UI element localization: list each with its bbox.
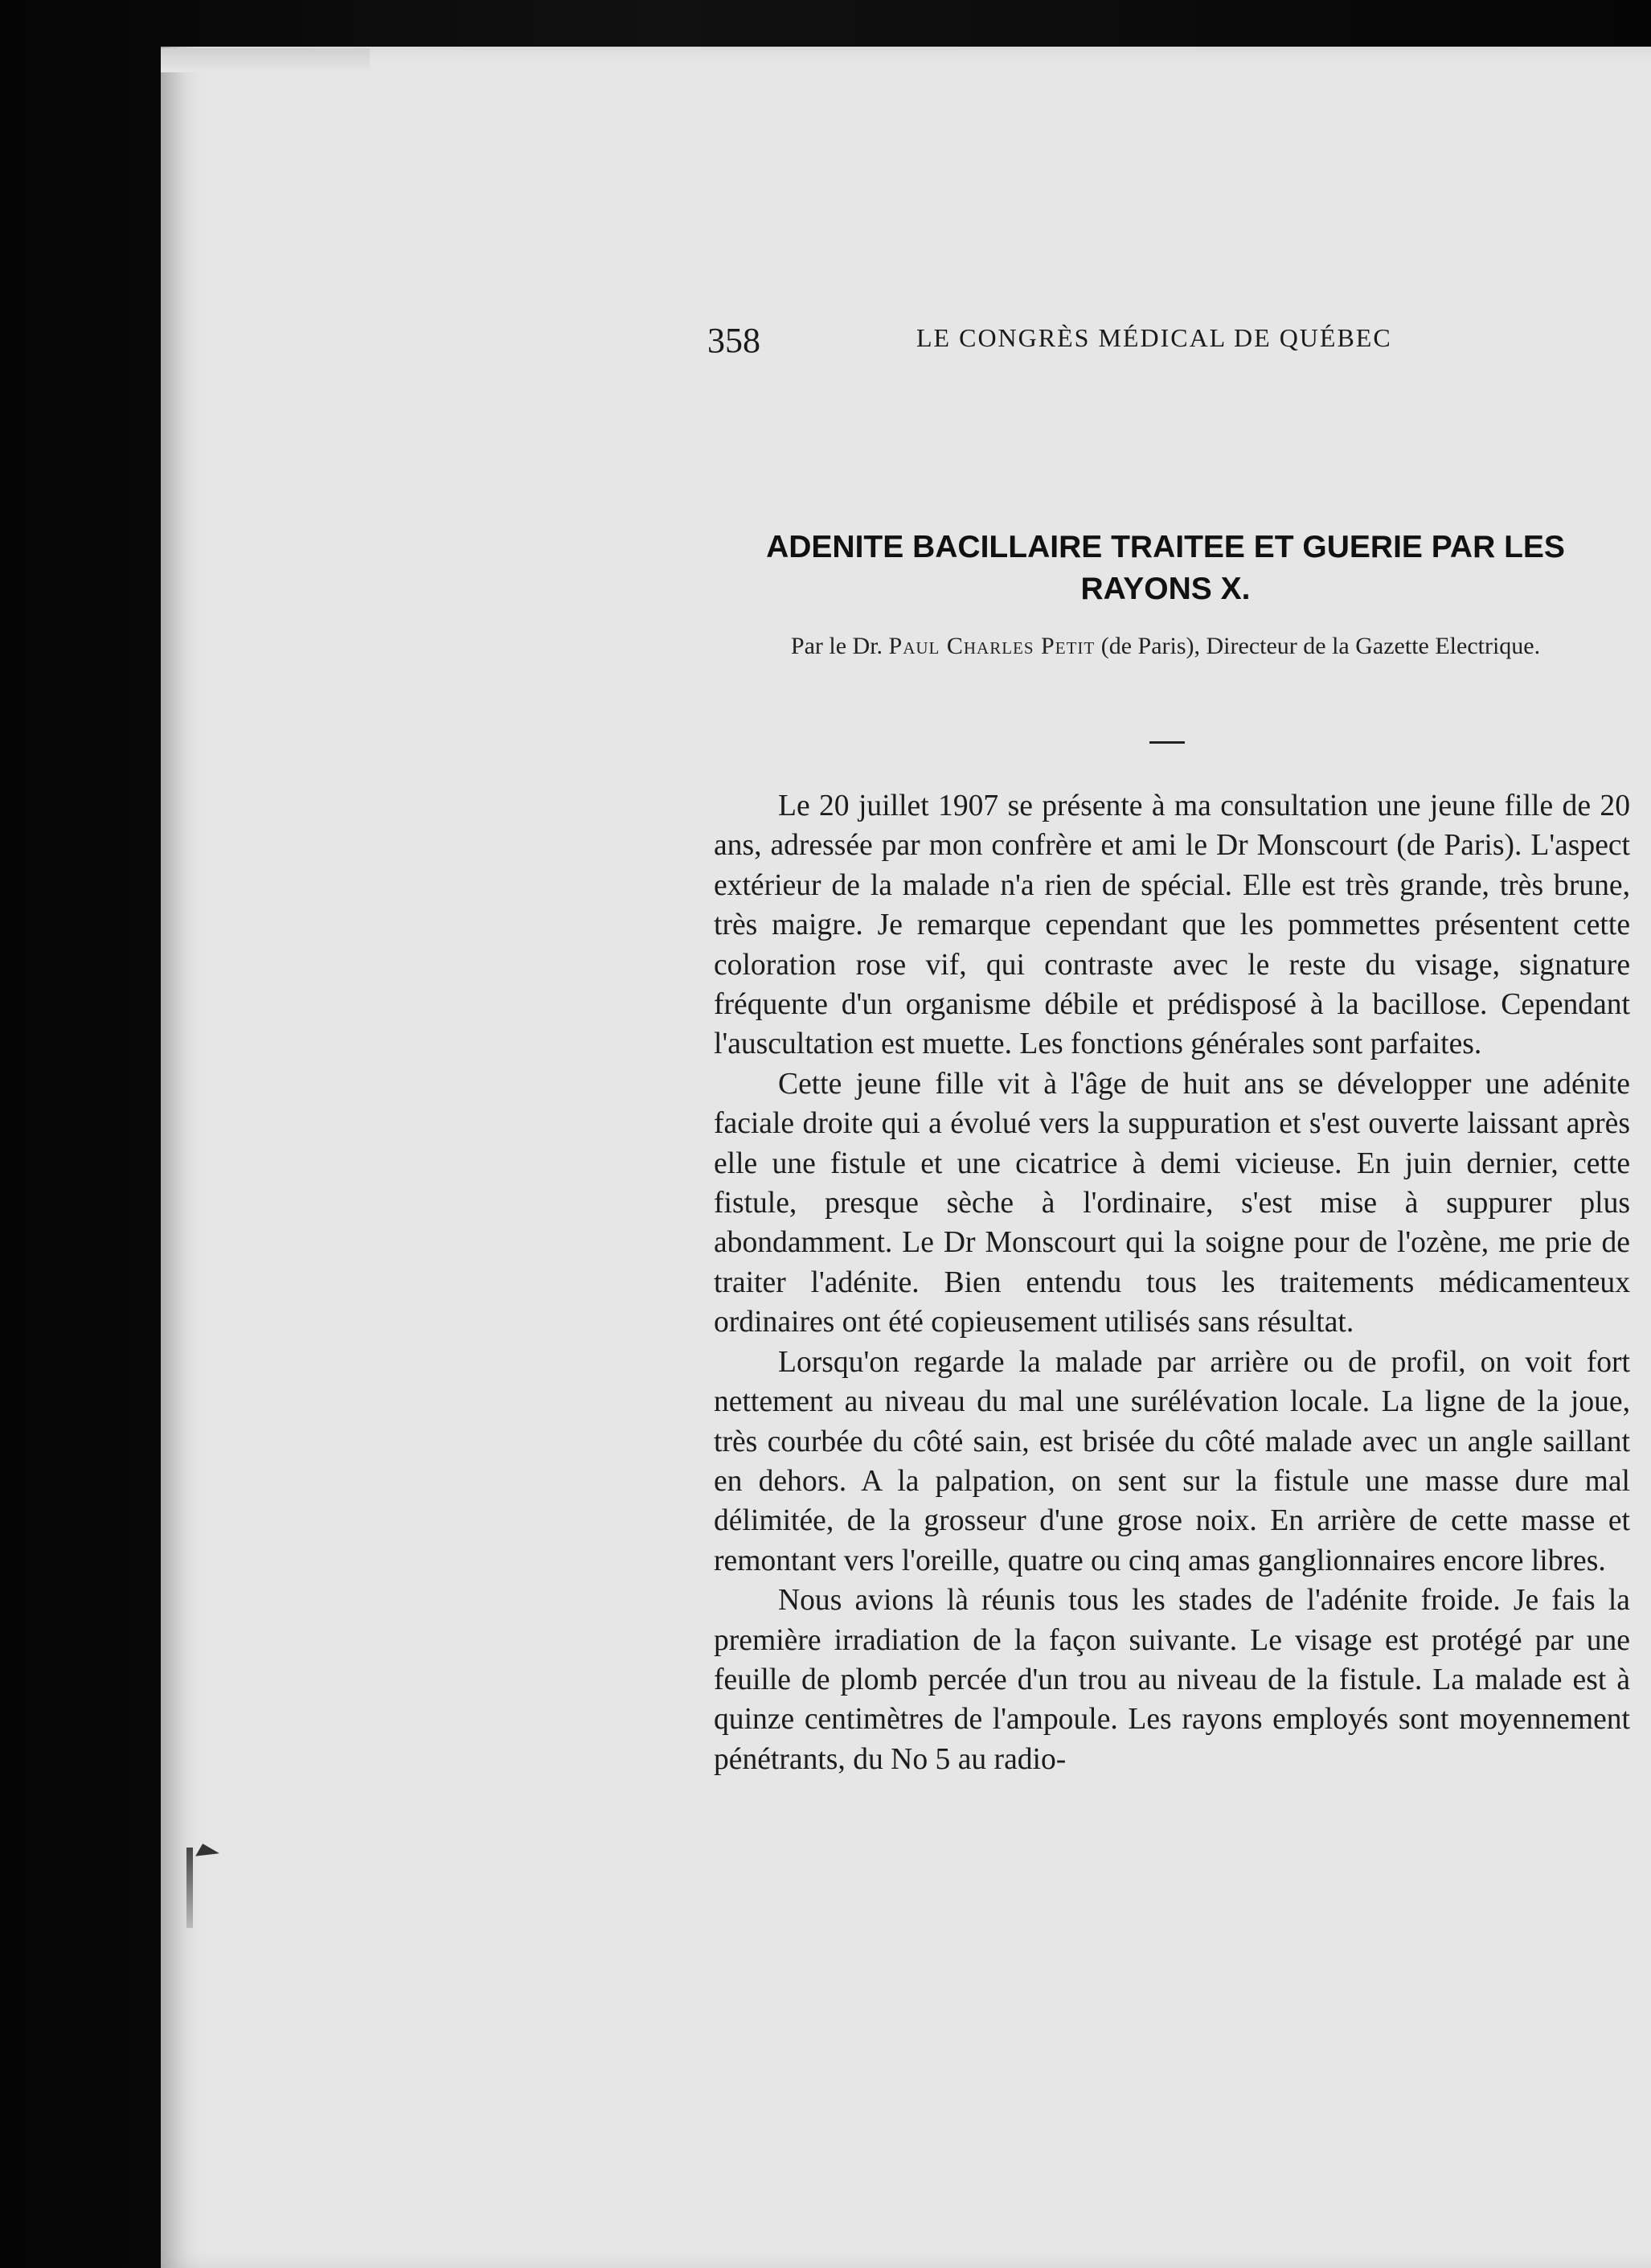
article-title: ADENITE BACILLAIRE TRAITEE ET GUERIE PAR LES RAYONS X. [766, 530, 1565, 606]
margin-mark [186, 1848, 193, 1928]
paragraph-1: Le 20 juillet 1907 se présente à ma consultation une jeune fille de 20 ans, adressée par mon confrère et ami le Dr Monscourt (de Paris). L'aspect extérieur de la malade n'a rien de spécial. Elle est très grande, très brune, très maigre. Je remarque cependant que les pommettes présentent cette coloration rose vif, qui contraste avec le reste du visage, signature fréquente d'un organisme débile et prédisposé à la bacillose. Cependant l'auscultation est muette. Les fonctions générales sont parfaites. [714, 789, 1630, 1061]
page-number: 358 [707, 321, 760, 360]
running-head [707, 320, 1431, 368]
paragraph-4: Nous avions là réunis tous les stades de l'adénite froide. Je fais la première irradiation de la façon suivante. Le visage est protégé par une feuille de plomb percée d'un trou au niveau de la fistule. La malade est à quinze centimètres de l'ampoule. Les rayons employés sont moyennement pénétrants, du No 5 au radio- [714, 1584, 1630, 1776]
author-name: Paul Charles Petit [888, 633, 1096, 659]
byline [772, 629, 1559, 664]
byline-prefix: Par le Dr. [790, 633, 883, 659]
page-edge-shadow [161, 48, 370, 72]
article-body [714, 786, 1630, 1779]
paragraph-2: Cette jeune fille vit à l'âge de huit ans se développer une adénite faciale droite qui a évolué vers la suppuration et s'est ouverte laissant après elle une fistule et une cicatrice à demi vicieuse. En juin dernier, cette fistule, presque sèche à l'ordinaire, s'est mise à suppurer plus abondamment. Le Dr Monscourt qui la soigne pour de l'ozène, me prie de traiter l'adénite. Bien entendu tous les traitements médicamenteux ordinaires ont été copieusement utilisés sans résultat. [714, 1067, 1630, 1339]
paragraph-3: Lorsqu'on regarde la malade par arrière ou de profil, on voit fort nettement au niveau du mal une surélévation locale. La ligne de la joue, très courbée du côté sain, est brisée du côté malade avec un angle saillant en dehors. A la palpation, on sent sur la fistule une masse dure mal délimitée, de la grosseur d'une grose noix. En arrière de cette masse et remontant vers l'oreille, quatre ou cinq amas ganglionnaires encore libres. [714, 1345, 1630, 1577]
journal-title: LE CONGRÈS MÉDICAL DE QUÉBEC [916, 323, 1392, 352]
section-separator [1149, 741, 1185, 744]
byline-suffix: (de Paris), Directeur de la Gazette Electrique. [1100, 633, 1541, 659]
